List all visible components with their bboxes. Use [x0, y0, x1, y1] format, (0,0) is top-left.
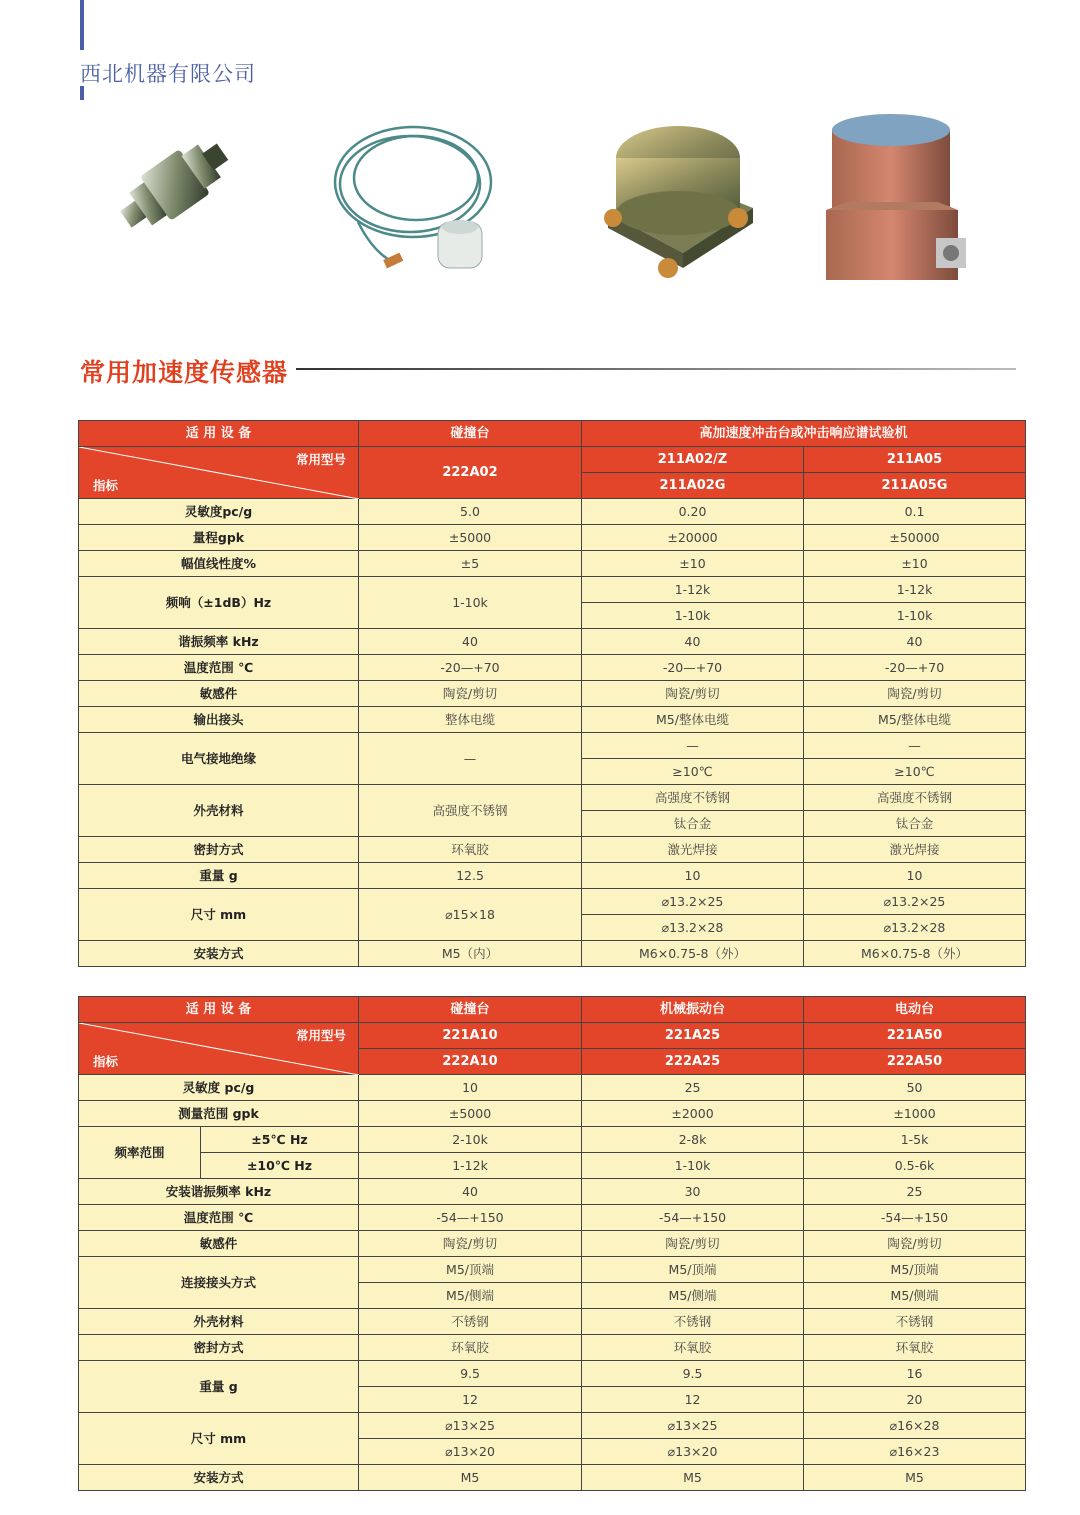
cell: 陶瓷/剪切 — [359, 1231, 582, 1257]
cell: 0.5-6k — [804, 1153, 1026, 1179]
cell: — — [582, 733, 804, 759]
accent-bar-top — [80, 0, 84, 50]
table-row — [79, 1127, 1026, 1153]
row-label: 重量 g — [79, 863, 359, 889]
row-label: 谐振频率 kHz — [79, 629, 359, 655]
table-row — [79, 733, 1026, 759]
cell: M5 — [582, 1465, 804, 1491]
cell: ⌀13.2×25 — [804, 889, 1026, 915]
cell: 40 — [582, 629, 804, 655]
cell: 10 — [582, 863, 804, 889]
row-label: 尺寸 mm — [79, 1413, 359, 1465]
cell: 1-12k — [804, 577, 1026, 603]
cell: -54—+150 — [804, 1205, 1026, 1231]
row-label: 频响（±1dB）Hz — [79, 577, 359, 629]
cell: 1-10k — [359, 577, 582, 629]
cell: 2-10k — [359, 1127, 582, 1153]
cell: 1-12k — [359, 1153, 582, 1179]
model-b2: 222A25 — [582, 1049, 804, 1075]
cell: M5/顶端 — [804, 1257, 1026, 1283]
row-label: 密封方式 — [79, 837, 359, 863]
cell: M5 — [359, 1465, 582, 1491]
row-label: 测量范围 gpk — [79, 1101, 359, 1127]
diagonal-header-cell — [79, 447, 359, 499]
company-name: 西北机器有限公司 — [80, 62, 256, 86]
cell: 1-10k — [804, 603, 1026, 629]
row-label: 电气接地绝缘 — [79, 733, 359, 785]
cell: 9.5 — [359, 1361, 582, 1387]
cell: M6×0.75-8（外） — [804, 941, 1026, 967]
row-label: 连接接头方式 — [79, 1257, 359, 1309]
cell: -20—+70 — [582, 655, 804, 681]
model-c2: 211A05G — [804, 473, 1026, 499]
cell: 5.0 — [359, 499, 582, 525]
cell: 12 — [582, 1387, 804, 1413]
cell: 9.5 — [582, 1361, 804, 1387]
cell: M5 — [804, 1465, 1026, 1491]
cell: 环氧胶 — [359, 1335, 582, 1361]
cell: -54—+150 — [582, 1205, 804, 1231]
cell: 陶瓷/剪切 — [804, 681, 1026, 707]
cell: 陶瓷/剪切 — [804, 1231, 1026, 1257]
cell: 陶瓷/剪切 — [359, 681, 582, 707]
model-b1: 211A02/Z — [582, 447, 804, 473]
cell: 1-10k — [582, 603, 804, 629]
cell: 陶瓷/剪切 — [582, 1231, 804, 1257]
table-row — [79, 1231, 1026, 1257]
cell: 激光焊接 — [582, 837, 804, 863]
cell: 钛合金 — [804, 811, 1026, 837]
equipment-a: 碰撞台 — [359, 997, 582, 1023]
cell: 1-12k — [582, 577, 804, 603]
table-row — [79, 1205, 1026, 1231]
table-row — [79, 1179, 1026, 1205]
row-label: 量程gpk — [79, 525, 359, 551]
cell: ±10 — [804, 551, 1026, 577]
cell: 16 — [804, 1361, 1026, 1387]
cell: ±50000 — [804, 525, 1026, 551]
cell: ⌀13.2×25 — [582, 889, 804, 915]
row-label: 温度范围 ℃ — [79, 655, 359, 681]
cell: 不锈钢 — [804, 1309, 1026, 1335]
cell: 25 — [582, 1075, 804, 1101]
row-label: 灵敏度 pc/g — [79, 1075, 359, 1101]
cell: ⌀13×20 — [582, 1439, 804, 1465]
cell: M5/侧端 — [582, 1283, 804, 1309]
cell: M5（内） — [359, 941, 582, 967]
model-label: 常用型号 — [295, 452, 346, 467]
table-row — [79, 577, 1026, 603]
model-c1: 221A50 — [804, 1023, 1026, 1049]
cell: 40 — [359, 1179, 582, 1205]
row-label: 密封方式 — [79, 1335, 359, 1361]
cell: 整体电缆 — [359, 707, 582, 733]
table-row — [79, 707, 1026, 733]
sub-label: ±10℃ Hz — [201, 1153, 359, 1179]
cell: 钛合金 — [582, 811, 804, 837]
table-row — [79, 837, 1026, 863]
product-image-inline-sensor — [95, 120, 255, 250]
cell: M5/顶端 — [359, 1257, 582, 1283]
table-row — [79, 421, 1026, 447]
cell: 20 — [804, 1387, 1026, 1413]
header-equipment: 适 用 设 备 — [79, 997, 359, 1023]
cell: ⌀13×25 — [582, 1413, 804, 1439]
row-label: 外壳材料 — [79, 1309, 359, 1335]
row-label: 温度范围 ℃ — [79, 1205, 359, 1231]
table-row — [79, 1257, 1026, 1283]
row-label: 灵敏度pc/g — [79, 499, 359, 525]
cell: -20—+70 — [804, 655, 1026, 681]
cell: 25 — [804, 1179, 1026, 1205]
equipment-b: 高加速度冲击台或冲击响应谱试验机 — [582, 421, 1026, 447]
row-label: 幅值线性度% — [79, 551, 359, 577]
cell: 12 — [359, 1387, 582, 1413]
cell: M5/顶端 — [582, 1257, 804, 1283]
model-label: 常用型号 — [296, 1028, 347, 1043]
product-image-cylinder-sensor — [818, 110, 973, 290]
header-equipment: 适 用 设 备 — [79, 421, 359, 447]
cell: 0.20 — [582, 499, 804, 525]
cell: 环氧胶 — [582, 1335, 804, 1361]
cell: — — [804, 733, 1026, 759]
table-row — [79, 1335, 1026, 1361]
section-title: 常用加速度传感器 — [80, 358, 289, 387]
model-b2: 211A02G — [582, 473, 804, 499]
diagonal-header-cell — [79, 1023, 359, 1075]
cell: 12.5 — [359, 863, 582, 889]
row-label: 安装谐振频率 kHz — [79, 1179, 359, 1205]
cell: M6×0.75-8（外） — [582, 941, 804, 967]
cell: 环氧胶 — [359, 837, 582, 863]
cell: 40 — [804, 629, 1026, 655]
spec-table-1 — [78, 420, 1026, 967]
row-label: 外壳材料 — [79, 785, 359, 837]
table-row — [79, 941, 1026, 967]
table-row — [79, 889, 1026, 915]
row-label: 重量 g — [79, 1361, 359, 1413]
table-row — [79, 655, 1026, 681]
cell: 10 — [804, 863, 1026, 889]
table-row — [79, 1075, 1026, 1101]
cell: ±20000 — [582, 525, 804, 551]
cell: ≥10℃ — [804, 759, 1026, 785]
cell: 1-10k — [582, 1153, 804, 1179]
sub-label: ±5℃ Hz — [201, 1127, 359, 1153]
cell: M5/侧端 — [804, 1283, 1026, 1309]
table-row — [79, 499, 1026, 525]
table-row — [79, 1361, 1026, 1387]
cell: ±10 — [582, 551, 804, 577]
equipment-a: 碰撞台 — [359, 421, 582, 447]
product-image-triaxial-sensor — [598, 118, 763, 288]
table-row — [79, 1153, 1026, 1179]
cell: 40 — [359, 629, 582, 655]
cell: — — [359, 733, 582, 785]
cell: M5/整体电缆 — [582, 707, 804, 733]
cell: ⌀16×23 — [804, 1439, 1026, 1465]
index-label: 指标 — [93, 478, 119, 493]
cell: 不锈钢 — [582, 1309, 804, 1335]
cell: ⌀13.2×28 — [804, 915, 1026, 941]
cell: -20—+70 — [359, 655, 582, 681]
table-row — [79, 551, 1026, 577]
table-row — [79, 681, 1026, 707]
table-row — [79, 1413, 1026, 1439]
table-row — [79, 1101, 1026, 1127]
cell: 高强度不锈钢 — [582, 785, 804, 811]
table-row — [79, 997, 1026, 1023]
spec-table-2 — [78, 996, 1026, 1491]
row-label: 输出接头 — [79, 707, 359, 733]
cell: 高强度不锈钢 — [804, 785, 1026, 811]
model-c2: 222A50 — [804, 1049, 1026, 1075]
cell: -54—+150 — [359, 1205, 582, 1231]
cell: ≥10℃ — [582, 759, 804, 785]
cell: 50 — [804, 1075, 1026, 1101]
cell: ±2000 — [582, 1101, 804, 1127]
equipment-b: 机械振动台 — [582, 997, 804, 1023]
accent-bar-bottom — [80, 86, 84, 100]
title-divider — [296, 368, 1016, 370]
table-row — [79, 1309, 1026, 1335]
table-row — [79, 785, 1026, 811]
cell: ±5000 — [359, 525, 582, 551]
table-row — [79, 863, 1026, 889]
row-label: 尺寸 mm — [79, 889, 359, 941]
table-row — [79, 629, 1026, 655]
cell: ±1000 — [804, 1101, 1026, 1127]
equipment-c: 电动台 — [804, 997, 1026, 1023]
cell: ⌀15×18 — [359, 889, 582, 941]
cell: 环氧胶 — [804, 1335, 1026, 1361]
cell: 激光焊接 — [804, 837, 1026, 863]
cell: ⌀16×28 — [804, 1413, 1026, 1439]
table-row — [79, 1023, 1026, 1049]
cell: ⌀13×25 — [359, 1413, 582, 1439]
table-row — [79, 525, 1026, 551]
table-row — [79, 1465, 1026, 1491]
cell: ⌀13×20 — [359, 1439, 582, 1465]
cell: 0.1 — [804, 499, 1026, 525]
index-label: 指标 — [93, 1054, 119, 1069]
row-label: 安装方式 — [79, 941, 359, 967]
product-image-cable-sensor — [318, 112, 508, 287]
cell: 2-8k — [582, 1127, 804, 1153]
cell: 1-5k — [804, 1127, 1026, 1153]
model-a: 222A02 — [359, 447, 582, 499]
cell: M5/侧端 — [359, 1283, 582, 1309]
cell: 不锈钢 — [359, 1309, 582, 1335]
cell: 30 — [582, 1179, 804, 1205]
cell: 高强度不锈钢 — [359, 785, 582, 837]
row-label: 频率范围 — [79, 1127, 201, 1179]
table-row — [79, 447, 1026, 473]
row-label: 安装方式 — [79, 1465, 359, 1491]
cell: ±5 — [359, 551, 582, 577]
model-a2: 222A10 — [359, 1049, 582, 1075]
cell: ±5000 — [359, 1101, 582, 1127]
row-label: 敏感件 — [79, 681, 359, 707]
model-c1: 211A05 — [804, 447, 1026, 473]
model-b1: 221A25 — [582, 1023, 804, 1049]
cell: ⌀13.2×28 — [582, 915, 804, 941]
cell: 陶瓷/剪切 — [582, 681, 804, 707]
row-label: 敏感件 — [79, 1231, 359, 1257]
cell: 10 — [359, 1075, 582, 1101]
model-a1: 221A10 — [359, 1023, 582, 1049]
cell: M5/整体电缆 — [804, 707, 1026, 733]
